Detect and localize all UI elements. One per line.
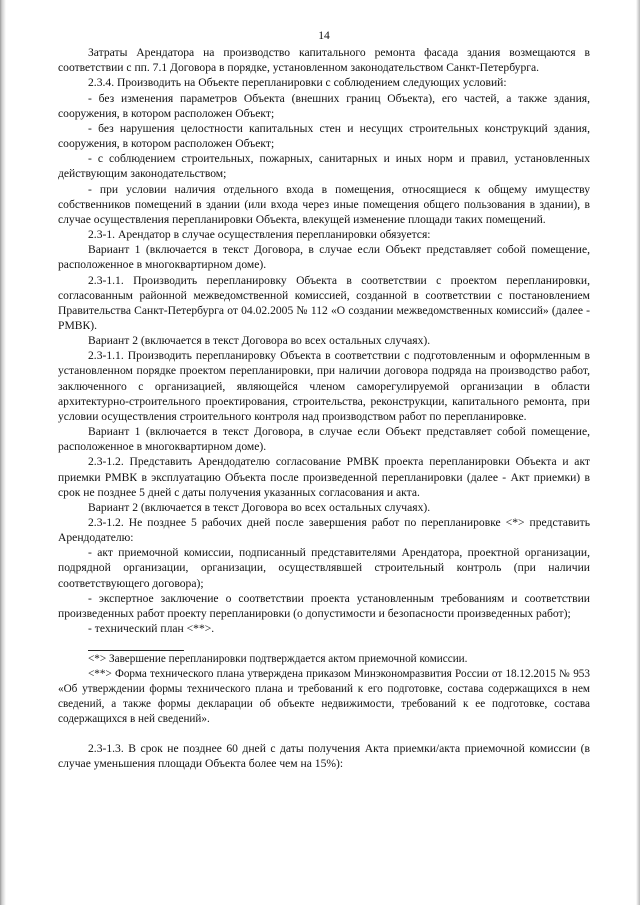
condition-item: - без нарушения целостности капитальных стен и несущих строительных конструкций здания, сооружения, в котором расположен Объект; xyxy=(58,121,590,151)
document-list-item: - технический план <**>. xyxy=(88,622,215,636)
condition-item: - с соблюдением строительных, пожарных, санитарных и иных норм и правил, установленных действующим законодательством; xyxy=(58,152,590,181)
clause-2-3-1-1-variant-2: 2.3-1.1. Производить перепланировку Объекта в соответствии с подготовленным и оформленным в установленном порядке проектом перепланировки, при наличии договора подряда на производство работ, заключенного с организацией, являющейся членом саморегулируемой организации в области архитектурно-строительного проектирования, строительства, реконструкции, капитального ремонта, при условии осуществления строительного контроля над производством работ по перепланировке. xyxy=(58,349,590,423)
footnotes xyxy=(58,652,590,727)
paragraph-2-3-1: 2.3-1. Арендатор в случае осуществления перепланировки обязуется: xyxy=(88,228,431,242)
document-list-item: - экспертное заключение о соответствии проекта установленным требованиям и соответствии произведенных работ проекту перепланировки (о допустимости и безопасности произведенных работ); xyxy=(58,591,590,620)
variant-heading: Вариант 2 (включается в текст Договора во всех остальных случаях). xyxy=(88,334,431,348)
paragraph-facade-costs: Затраты Арендатора на производство капитального ремонта фасада здания возмещаются в соответствии с пп. 7.1 Договора в порядке, установленном законодательством Санкт-Петербурга. xyxy=(58,46,590,75)
condition-item: - при условии наличия отдельного входа в помещения, относящиеся к общему имуществу собственников помещений в здании (или входа через иные помещения общего пользования в здании), в случае осуществления перепланировки Объекта, влекущей изменение площади таких помещений. xyxy=(58,182,590,226)
footnote-separator xyxy=(88,650,184,651)
clause-2-3-1-1-variant-1: 2.3-1.1. Производить перепланировку Объекта в соответствии с проектом перепланировки, согласованным районной межведомственной комиссией, созданной в соответствии с постановлением Правительства Санкт-Петербурга от 04.02.2005 № 112 «О создании межведомственных комиссий» (далее - РМВК). xyxy=(58,273,590,332)
footnote: <*> Завершение перепланировки подтверждается актом приемочной комиссии. xyxy=(88,653,468,666)
variant-heading: Вариант 2 (включается в текст Договора во всех остальных случаях). xyxy=(88,500,431,514)
condition-item: - без изменения параметров Объекта (внешних границ Объекта), его частей, а также здания, сооружения, в котором расположен Объект; xyxy=(58,91,590,120)
document-page xyxy=(58,28,590,771)
scan-edge-left xyxy=(0,0,6,905)
footnote: <**> Форма технического плана утверждена приказом Минэкономразвития России от 18.12.2015 № 953 «Об утверждении формы технического плана и требований к его подготовке, состава содержащихся в нем сведений, а также формы декларации об объекте недвижимости, требований к ее подготовке, состава содержащихся в ней сведений». xyxy=(58,668,590,725)
page-number: 14 xyxy=(318,29,330,42)
paragraph-2-3-4: 2.3.4. Производить на Объекте перепланировки с соблюдением следующих условий: xyxy=(88,76,507,90)
clause-2-3-1-2-variant-1: 2.3-1.2. Представить Арендодателю согласование РМВК проекта перепланировки Объекта и акт приемки РМВК в эксплуатацию Объекта после произведенной перепланировки (далее - Акт приемки) в срок не позднее 5 дней с даты получения указанных согласования и акта. xyxy=(58,455,590,499)
clause-2-3-1-3: 2.3-1.3. В срок не позднее 60 дней с даты получения Акта приемки/акта приемочной комиссии (в случае уменьшения площади Объекта более чем на 15%): xyxy=(58,741,590,770)
clause-2-3-1-2-variant-2: 2.3-1.2. Не позднее 5 рабочих дней после завершения работ по перепланировке <*> представить Арендодателю: xyxy=(58,516,590,545)
document-list-item: - акт приемочной комиссии, подписанный представителями Арендатора, проектной организации, подрядной организации, организации, осуществлявшей строительный контроль (при наличии соответствующего договора); xyxy=(58,546,590,590)
variant-heading: Вариант 1 (включается в текст Договора, в случае если Объект представляет собой помещение, расположенное в многоквартирном доме). xyxy=(58,243,590,272)
variant-heading: Вариант 1 (включается в текст Договора, в случае если Объект представляет собой помещение, расположенное в многоквартирном доме). xyxy=(58,425,590,454)
scan-edge-right xyxy=(636,0,640,905)
